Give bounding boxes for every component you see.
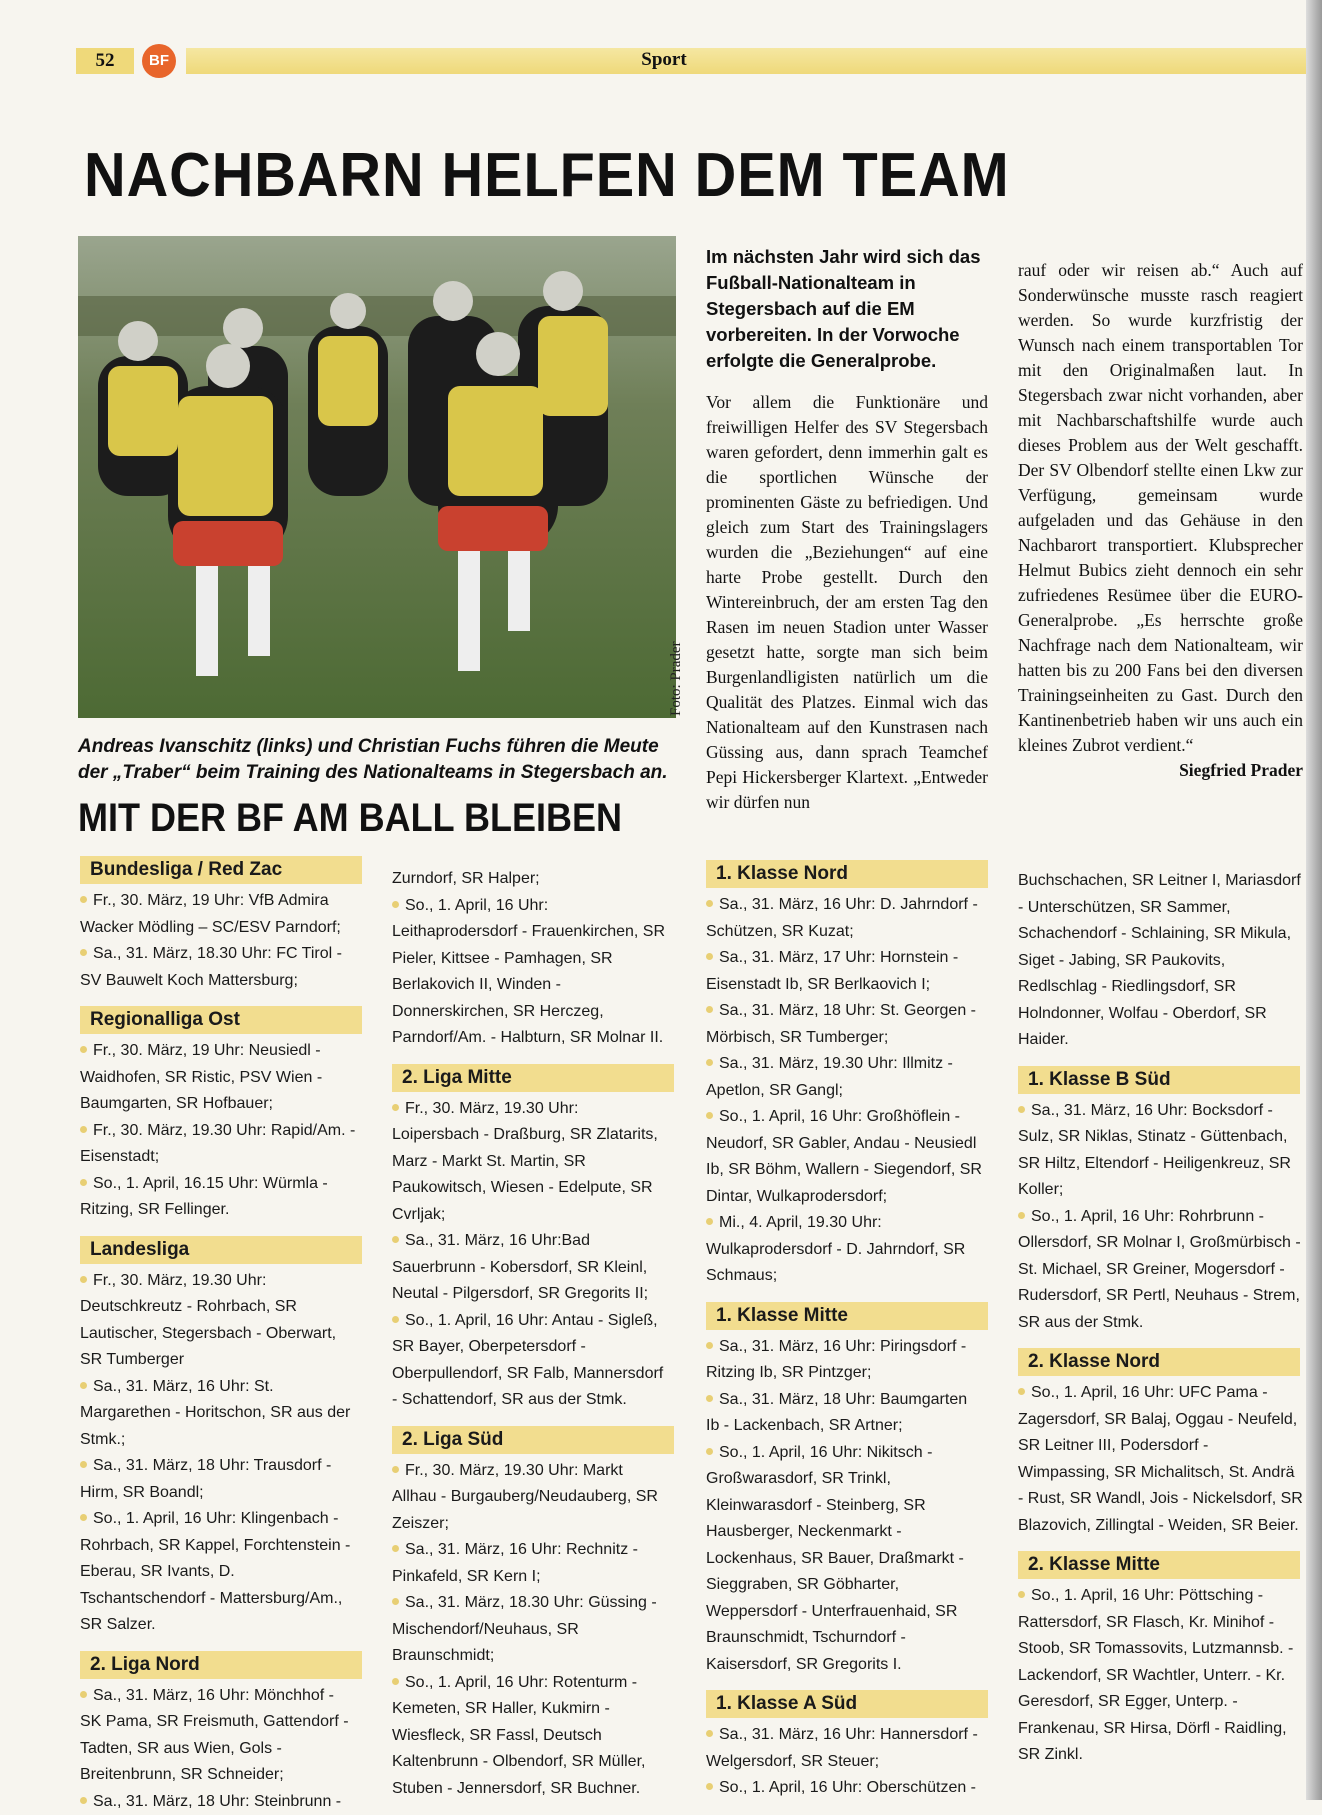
fixture-entry: [80, 1038, 356, 1118]
bullet-dot-icon: [706, 1006, 713, 1013]
fixture-text: Sa., 31. März, 19.30 Uhr: Illmitz - Apetlon, SR Gangl;: [706, 1055, 953, 1099]
fixture-entry: [392, 1537, 668, 1590]
bullet-dot-icon: [706, 953, 713, 960]
bullet-dot-icon: [80, 1179, 87, 1186]
fixture-text: So., 1. April, 16.15 Uhr: Würmla - Ritzing, SR Fellinger.: [80, 1175, 328, 1219]
bullet-dot-icon: [392, 1466, 399, 1473]
photo-illustration: [78, 236, 676, 718]
bf-logo-icon: BF: [142, 44, 176, 78]
bullet-dot-icon: [392, 1545, 399, 1552]
fixture-entry: [1018, 1583, 1304, 1769]
section-title: Sport: [0, 49, 1322, 71]
schedule-column-4: [1018, 868, 1304, 1769]
league-heading: 2. Liga Süd: [392, 1426, 674, 1454]
fixture-text: Sa., 31. März, 16 Uhr: St. Margarethen - Horitschon, SR aus der Stmk.;: [80, 1378, 350, 1448]
fixture-entry: [392, 893, 668, 1052]
bullet-dot-icon: [1018, 1388, 1025, 1395]
bullet-dot-icon: [80, 1514, 87, 1521]
fixture-entry: [1018, 1204, 1304, 1337]
bullet-dot-icon: [392, 901, 399, 908]
bullet-dot-icon: [80, 1461, 87, 1468]
fixture-text: So., 1. April, 16 Uhr: Nikitsch - Großwarasdorf, SR Trinkl, Kleinwarasdorf - Steinberg, SR Hausberger, Neckenmarkt - Lockenhaus, SR Bauer, Draßmarkt - Sieggraben, SR Göbharter, Weppersdorf - Unterfrauenhaid, SR Braunschmidt, Tschurndorf - Kaisersdorf, SR Gregorits I.: [706, 1444, 964, 1673]
fixture-text: Zurndorf, SR Halper;: [392, 870, 540, 887]
fixture-text: So., 1. April, 16 Uhr: Großhöflein - Neudorf, SR Gabler, Andau - Neusiedl Ib, SR Böhm, Wallern - Siegendorf, SR Dintar, Wulkaprodersdorf;: [706, 1108, 982, 1205]
fixture-text: So., 1. April, 16 Uhr: Oberschützen -: [719, 1779, 976, 1796]
fixture-text: Fr., 30. März, 19 Uhr: VfB Admira Wacker Mödling – SC/ESV Parndorf;: [80, 892, 341, 936]
league-heading: 2. Klasse Nord: [1018, 1348, 1300, 1376]
bullet-dot-icon: [706, 1783, 713, 1790]
fixture-text: Sa., 31. März, 16 Uhr: D. Jahrndorf - Schützen, SR Kuzat;: [706, 896, 978, 940]
fixture-entry: [706, 945, 984, 998]
fixture-text: Sa., 31. März, 18 Uhr: Trausdorf - Hirm, SR Boandl;: [80, 1457, 331, 1501]
bullet-dot-icon: [80, 949, 87, 956]
fixture-entry: [392, 1308, 668, 1414]
fixture-entry: [80, 1171, 356, 1224]
fixture-entry: [1018, 1098, 1304, 1204]
fixture-entry: [392, 1670, 668, 1803]
league-heading: 1. Klasse Mitte: [706, 1302, 988, 1330]
bullet-dot-icon: [1018, 1106, 1025, 1113]
fixture-text: Fr., 30. März, 19.30 Uhr: Deutschkreutz - Rohrbach, SR Lautischer, Stegersbach - Oberwart, SR Tumberger: [80, 1272, 336, 1369]
bullet-dot-icon: [80, 1276, 87, 1283]
bullet-dot-icon: [80, 1691, 87, 1698]
fixture-entry: [1018, 868, 1304, 1054]
fixture-text: Sa., 31. März, 17 Uhr: Hornstein - Eisenstadt Ib, SR Berlkaovich I;: [706, 949, 958, 993]
bullet-dot-icon: [1018, 1212, 1025, 1219]
fixture-text: Fr., 30. März, 19 Uhr: Neusiedl - Waidhofen, SR Ristic, PSV Wien - Baumgarten, SR Hofbauer;: [80, 1042, 322, 1112]
bullet-dot-icon: [392, 1236, 399, 1243]
bullet-dot-icon: [706, 900, 713, 907]
fixture-entry: [392, 866, 668, 893]
bullet-dot-icon: [80, 1046, 87, 1053]
bullet-dot-icon: [706, 1112, 713, 1119]
fixture-text: Sa., 31. März, 18 Uhr: Steinbrunn -: [93, 1793, 341, 1810]
article-author: Siegfried Prader: [1018, 758, 1303, 783]
fixture-text: Sa., 31. März, 18.30 Uhr: FC Tirol - SV Bauwelt Koch Mattersburg;: [80, 945, 342, 989]
bullet-dot-icon: [392, 1678, 399, 1685]
fixture-entry: [80, 941, 356, 994]
fixture-entry: [706, 1051, 984, 1104]
fixture-entry: [706, 1387, 984, 1440]
fixture-text: So., 1. April, 16 Uhr: Rohrbrunn - Ollersdorf, SR Molnar I, Großmürbisch - St. Michael, SR Greiner, Mogersdorf - Rudersdorf, SR Pertl, Neuhaus - Strem, SR aus der Stmk.: [1018, 1208, 1301, 1331]
league-heading: 1. Klasse Nord: [706, 860, 988, 888]
schedule-column-1: [80, 856, 356, 1815]
league-heading: 2. Liga Nord: [80, 1651, 362, 1679]
league-heading: Landesliga: [80, 1236, 362, 1264]
bullet-dot-icon: [706, 1218, 713, 1225]
article-column-1: Vor allem die Funktionäre und freiwilligen Helfer des SV Stegersbach waren gefordert, denn immerhin galt es die sportlichen Wünsche der prominenten Gäste zu befriedigen. Und gleich zum Start des Trainingslagers wurden die „Beziehungen“ auf eine harte Probe gestellt. Durch den Wintereinbruch, der am ersten Tag den Rasen im neuen Stadion unter Wasser gesetzt hatte, sorgte man sich beim Burgenlandligisten natürlich um die Qualität des Platzes. Einmal wich das Nationalteam auf den Kunstrasen nach Güssing aus, dann sprach Teamchef Pepi Hickersberger Klartext. „Entweder wir dürfen nun: [706, 390, 988, 815]
league-heading: Regionalliga Ost: [80, 1006, 362, 1034]
article-column-2-text: rauf oder wir reisen ab.“ Auch auf Sonderwünsche musste rasch reagiert werden. So wurde kurzfristig der Wunsch nach einem transportablen Tor mit den Originalmaßen laut. In Stegersbach zwar nicht vorhanden, aber mit Nachbarschaftshilfe wurde auch dieses Problem aus der Welt geschafft. Der SV Olbendorf stellte einen Lkw zur Verfügung, gemeinsam wurde aufgeladen und das Gehäuse in den Nachbarort transportiert. Klubsprecher Helmut Bubics zieht dennoch ein sehr zufriedenes Resümee über die EURO-Generalprobe. „Es herrschte große Nachfrage nach dem Nationalteam, wir hatten bis zu 200 Fans bei den diversen Trainingseinheiten zu Gast. Durch den Kantinenbetrieb haben wir uns auch ein kleines Zubrot verdient.“: [1018, 258, 1303, 758]
fixture-entry: [80, 1118, 356, 1171]
bullet-dot-icon: [392, 1104, 399, 1111]
bullet-dot-icon: [80, 896, 87, 903]
schedule-column-3: [706, 860, 984, 1802]
football-training-photo: [78, 236, 676, 718]
bullet-dot-icon: [706, 1395, 713, 1402]
league-heading: Bundesliga / Red Zac: [80, 856, 362, 884]
fixture-text: Sa., 31. März, 16 Uhr: Rechnitz - Pinkafeld, SR Kern I;: [392, 1541, 638, 1585]
fixture-entry: [706, 1210, 984, 1290]
fixture-text: So., 1. April, 16 Uhr: Pöttsching - Rattersdorf, SR Flasch, Kr. Minihof - Stoob, SR Tomassovits, Lutzmannsb. - Lackendorf, SR Wachtler, Unterr. - Kr. Geresdorf, SR Egger, Unterp. - Frankenau, SR Hirsa, Dörfl - Raidling, SR Zinkl.: [1018, 1587, 1293, 1763]
fixture-text: Sa., 31. März, 16 Uhr: Bocksdorf - Sulz, SR Niklas, Stinatz - Güttenbach, SR Hiltz, Eltendorf - Heiligenkreuz, SR Koller;: [1018, 1102, 1291, 1199]
fixture-entry: [706, 1334, 984, 1387]
fixture-text: Mi., 4. April, 19.30 Uhr: Wulkaprodersdorf - D. Jahrndorf, SR Schmaus;: [706, 1214, 965, 1284]
article-column-2: [1018, 258, 1303, 783]
page-edge-shadow: [1306, 0, 1322, 1800]
page-number: 52: [76, 48, 134, 74]
fixture-text: Fr., 30. März, 19.30 Uhr: Loipersbach - Draßburg, SR Zlatarits, Marz - Markt St. Martin, SR Paukowitsch, Wiesen - Edelpute, SR Cvrljak;: [392, 1100, 658, 1223]
bullet-dot-icon: [80, 1126, 87, 1133]
fixture-entry: [80, 1268, 356, 1374]
fixture-text: Sa., 31. März, 16 Uhr: Piringsdorf - Ritzing Ib, SR Pintzger;: [706, 1338, 966, 1382]
league-heading: 2. Klasse Mitte: [1018, 1551, 1300, 1579]
fixture-entry: [706, 998, 984, 1051]
photo-caption: Andreas Ivanschitz (links) und Christian Fuchs führen die Meute der „Traber“ beim Training des Nationalteams in Stegersbach an.: [78, 734, 678, 786]
bullet-dot-icon: [392, 1316, 399, 1323]
fixture-entry: [706, 1775, 984, 1802]
fixture-text: Sa., 31. März, 16 Uhr: Hannersdorf - Welgersdorf, SR Steuer;: [706, 1726, 978, 1770]
league-heading: 1. Klasse B Süd: [1018, 1066, 1300, 1094]
bullet-dot-icon: [80, 1797, 87, 1804]
schedule-column-2: [392, 866, 668, 1802]
fixture-text: Sa., 31. März, 16 Uhr:Bad Sauerbrunn - Kobersdorf, SR Kleinl, Neutal - Pilgersdorf, SR Gregorits II;: [392, 1232, 648, 1302]
photo-credit: Foto: Prader: [668, 641, 685, 716]
fixture-text: So., 1. April, 16 Uhr: Klingenbach - Rohrbach, SR Kappel, Forchtenstein - Eberau, SR Ivants, D. Tschantschendorf - Mattersburg/Am., SR Salzer.: [80, 1510, 350, 1633]
fixture-text: Buchschachen, SR Leitner I, Mariasdorf - Unterschützen, SR Sammer, Schachendorf - Schlaining, SR Mikula, Siget - Jabing, SR Paukovits, Redlschlag - Riedlingsdorf, SR Holndonner, Wolfau - Oberdorf, SR Haider.: [1018, 872, 1301, 1048]
bullet-dot-icon: [706, 1448, 713, 1455]
bullet-dot-icon: [392, 1598, 399, 1605]
bullet-dot-icon: [1018, 1591, 1025, 1598]
fixture-text: Sa., 31. März, 18.30 Uhr: Güssing - Mischendorf/Neuhaus, SR Braunschmidt;: [392, 1594, 657, 1664]
fixture-entry: [706, 1104, 984, 1210]
headline: NACHBARN HELFEN DEM TEAM: [84, 140, 1070, 211]
league-heading: 2. Liga Mitte: [392, 1064, 674, 1092]
fixture-text: Sa., 31. März, 16 Uhr: Mönchhof - SK Pama, SR Freismuth, Gattendorf - Tadten, SR aus Wien, Gols - Breitenbrunn, SR Schneider;: [80, 1687, 349, 1784]
fixture-text: So., 1. April, 16 Uhr: Antau - Sigleß, SR Bayer, Oberpetersdorf - Oberpullendorf, SR Falb, Mannersdorf - Schattendorf, SR aus der Stmk.: [392, 1312, 663, 1409]
fixture-entry: [706, 1722, 984, 1775]
fixture-entry: [80, 1506, 356, 1639]
fixture-entry: [392, 1096, 668, 1229]
fixture-text: So., 1. April, 16 Uhr: Rotenturm - Kemeten, SR Haller, Kukmirn - Wiesfleck, SR Fassl, Deutsch Kaltenbrunn - Olbendorf, SR Müller, Stuben - Jennersdorf, SR Buchner.: [392, 1674, 645, 1797]
article-intro: Im nächsten Jahr wird sich das Fußball-Nationalteam in Stegersbach auf die EM vorbereiten. In der Vorwoche erfolgte die Generalprobe.: [706, 244, 992, 374]
fixture-entry: [392, 1590, 668, 1670]
fixture-text: Sa., 31. März, 18 Uhr: Baumgarten Ib - Lackenbach, SR Artner;: [706, 1391, 967, 1435]
fixture-entry: [392, 1228, 668, 1308]
bullet-dot-icon: [706, 1730, 713, 1737]
league-heading: 1. Klasse A Süd: [706, 1690, 988, 1718]
bullet-dot-icon: [706, 1059, 713, 1066]
fixture-text: Fr., 30. März, 19.30 Uhr: Rapid/Am. - Eisenstadt;: [80, 1122, 355, 1166]
fixture-entry: [392, 1458, 668, 1538]
fixture-entry: [80, 1453, 356, 1506]
schedule-subheadline: MIT DER BF AM BALL BLEIBEN: [78, 796, 618, 841]
fixture-text: Fr., 30. März, 19.30 Uhr: Markt Allhau - Burgauberg/Neudauberg, SR Zeiszer;: [392, 1462, 658, 1532]
fixture-entry: [1018, 1380, 1304, 1539]
fixture-entry: [706, 892, 984, 945]
fixture-entry: [80, 888, 356, 941]
page-header: [76, 44, 1306, 78]
bullet-dot-icon: [706, 1342, 713, 1349]
fixture-entry: [80, 1374, 356, 1454]
fixture-entry: [706, 1440, 984, 1679]
fixture-text: So., 1. April, 16 Uhr: UFC Pama - Zagersdorf, SR Balaj, Oggau - Neufeld, SR Leitner III, Podersdorf - Wimpassing, SR Michalitsch, St. Andrä - Rust, SR Wandl, Jois - Nickelsdorf, SR Blazovich, Zillingtal - Weiden, SR Beier.: [1018, 1384, 1303, 1534]
fixture-text: So., 1. April, 16 Uhr: Leithaprodersdorf - Frauenkirchen, SR Pieler, Kittsee - Pamhagen, SR Berlakovich II, Winden - Donnerskirchen, SR Herczeg, Parndorf/Am. - Halbturn, SR Molnar II.: [392, 897, 665, 1047]
fixture-entry: [80, 1789, 356, 1815]
fixture-entry: [80, 1683, 356, 1789]
fixture-text: Sa., 31. März, 18 Uhr: St. Georgen - Mörbisch, SR Tumberger;: [706, 1002, 976, 1046]
bullet-dot-icon: [80, 1382, 87, 1389]
